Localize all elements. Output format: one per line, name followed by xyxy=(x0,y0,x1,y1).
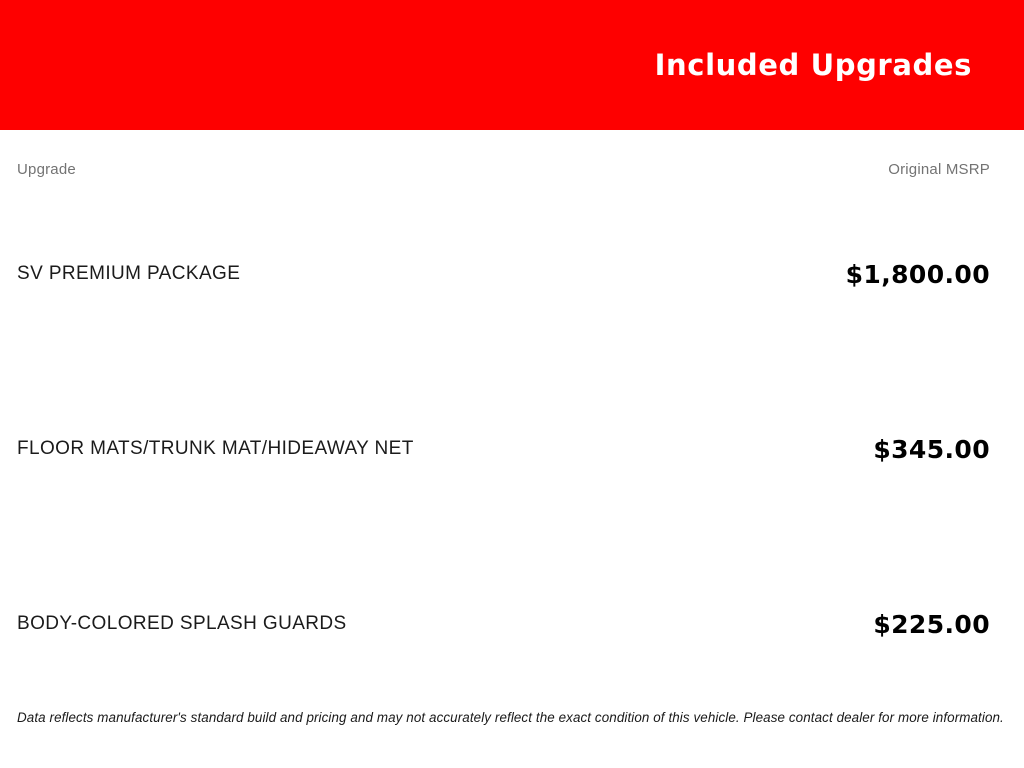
column-header-upgrade: Upgrade xyxy=(17,161,76,178)
table-row xyxy=(17,258,990,290)
table-header-row xyxy=(17,161,990,178)
upgrade-price: $1,800.00 xyxy=(845,259,990,289)
table-row xyxy=(17,608,990,640)
upgrade-name: FLOOR MATS/TRUNK MAT/HIDEAWAY NET xyxy=(17,438,414,459)
disclaimer-text: Data reflects manufacturer's standard build and pricing and may not accurately reflect the exact condition of this vehicle. Please contact dealer for more information. xyxy=(17,710,1004,725)
upgrade-price: $225.00 xyxy=(873,609,990,639)
upgrade-name: SV PREMIUM PACKAGE xyxy=(17,263,241,284)
upgrade-price: $345.00 xyxy=(873,434,990,464)
header-banner xyxy=(0,0,1024,130)
upgrade-name: BODY-COLORED SPLASH GUARDS xyxy=(17,613,347,634)
column-header-original-msrp: Original MSRP xyxy=(888,161,990,178)
page-title: Included Upgrades xyxy=(654,48,972,82)
table-row xyxy=(17,433,990,465)
